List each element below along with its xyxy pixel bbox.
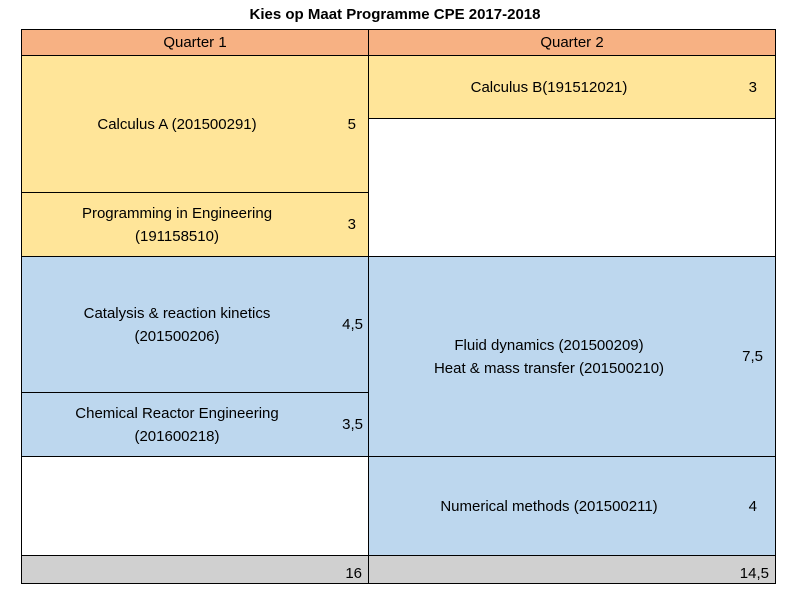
course-calculus-a-name: Calculus A (201500291) [97,115,257,133]
total-quarter-1 [21,555,369,584]
course-numerical [368,456,776,556]
header-quarter-2 [368,29,776,56]
course-calculus-b-name: Calculus B(191512021) [470,78,628,96]
course-reactor-name: Chemical Reactor Engineering (201600218) [75,404,279,445]
course-numerical-name: Numerical methods (201500211) [440,497,658,515]
course-fluid-heat-credits: 7,5 [742,348,763,365]
course-catalysis-name: Catalysis & reaction kinetics (201500206) [83,304,271,345]
course-programming [21,192,369,257]
course-reactor [21,392,369,457]
empty-slot-q1 [21,456,369,556]
header-quarter-2-label: Quarter 2 [540,34,604,51]
course-fluid-heat-name: Fluid dynamics (201500209) Heat & mass transfer (201500210) [433,336,665,377]
course-programming-credits: 3 [347,216,356,233]
course-calculus-a [21,55,369,193]
total-quarter-2 [368,555,776,584]
course-calculus-a-credits: 5 [347,115,356,133]
course-fluid-heat [368,256,776,457]
course-reactor-credits: 3,5 [342,416,363,433]
course-catalysis [21,256,369,393]
course-calculus-b [368,55,776,119]
total-quarter-2-value: 14,5 [739,565,769,582]
course-programming-name: Programming in Engineering (191158510) [81,204,273,245]
course-numerical-credits: 4 [748,497,757,515]
header-quarter-1-label: Quarter 1 [163,34,227,51]
course-catalysis-credits: 4,5 [342,316,363,333]
total-quarter-1-value: 16 [345,565,362,582]
page-title: Kies op Maat Programme CPE 2017-2018 [249,6,541,23]
header-quarter-1 [21,29,369,56]
course-calculus-b-credits: 3 [748,78,757,96]
empty-slot-q2 [368,118,776,257]
